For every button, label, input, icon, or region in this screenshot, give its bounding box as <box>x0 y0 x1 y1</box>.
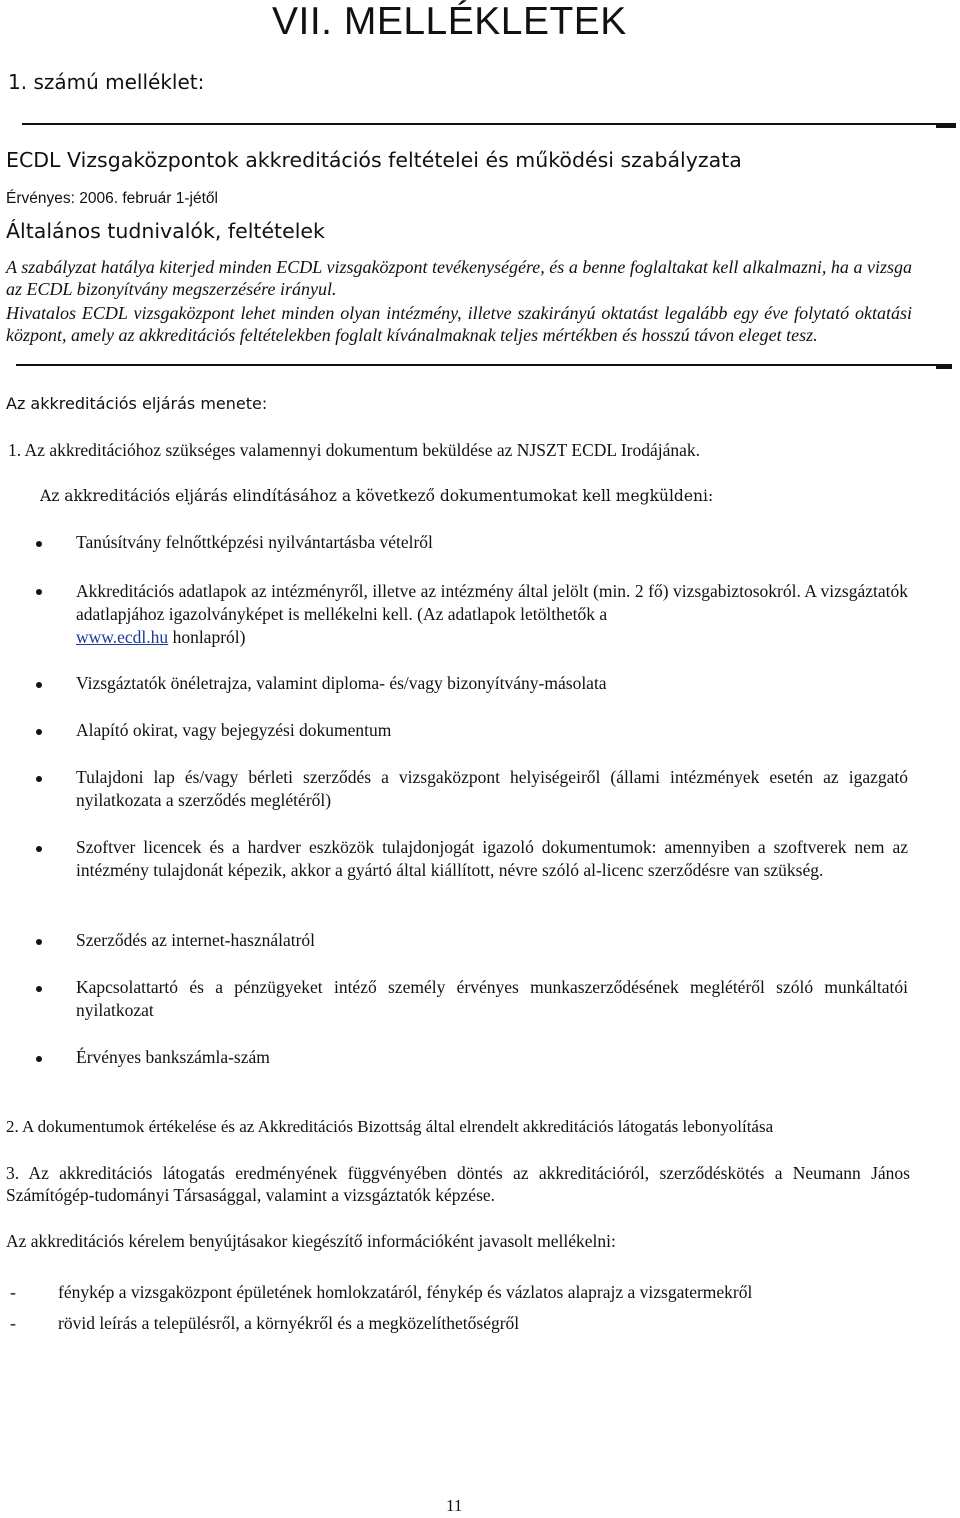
list-item: Kapcsolattartó és a pénzügyeket intéző személy érvényes munkaszerződésének meglétéről szóló munkáltatói nyilatkozat <box>76 977 908 1020</box>
attachment-intro: Az akkreditációs kérelem benyújtásakor kiegészítő információként javasolt mellékelni: <box>6 1231 616 1251</box>
divider-end <box>936 366 952 369</box>
bullet-icon <box>36 541 42 547</box>
bullet-icon <box>36 729 42 735</box>
list-item: Tanúsítvány felnőttképzési nyilvántartásba vételről <box>76 532 433 552</box>
general-heading: Általános tudnivalók, feltételek <box>6 219 325 243</box>
list-item: Vizsgáztatók önéletrajza, valamint diploma- és/vagy bizonyítvány-másolata <box>76 673 607 693</box>
list-item: fénykép a vizsgaközpont épületének homlokzatáról, fénykép és vázlatos alaprajz a vizsgatermekről <box>58 1282 753 1302</box>
ecdl-link[interactable]: www.ecdl.hu <box>76 627 169 647</box>
step-1-intro: Az akkreditációs eljárás elindításához a következő dokumentumokat kell megküldeni: <box>40 487 714 505</box>
page-number: 11 <box>446 1496 463 1515</box>
list-item: rövid leírás a településről, a környékről és a megközelíthetőségről <box>58 1313 520 1333</box>
annex-label: 1. számú melléklet: <box>8 70 205 94</box>
list-item-tail: honlapról) <box>168 627 246 647</box>
procedure-heading: Az akkreditációs eljárás menete: <box>6 394 268 413</box>
intro-paragraph-2: Hivatalos ECDL vizsgaközpont lehet minden olyan intézmény, illetve szakirányú oktatást legalább egy éve folytató oktatási központ, amely az akkreditációs feltételekben foglalt kívánalmaknak teljes mértékben és hosszú távon eleget tesz. <box>6 303 912 345</box>
bullet-icon <box>36 682 42 688</box>
list-item <box>76 580 908 649</box>
bullet-icon <box>36 846 42 852</box>
divider-end <box>936 125 956 128</box>
list-item: Szerződés az internet-használatról <box>76 930 316 950</box>
list-item: Szoftver licencek és a hardver eszközök tulajdonjogát igazoló dokumentumok: amennyiben a szoftverek nem az intézmény tulajdonát képezik, akkor a gyártó által kiállított, névre szóló al-licenc szerződésre van szükség. <box>76 837 908 880</box>
step-2: 2. A dokumentumok értékelése és az Akkreditációs Bizottság által elrendelt akkreditációs látogatás lebonyolítása <box>6 1117 774 1136</box>
bullet-icon <box>36 1056 42 1062</box>
list-item: Érvényes bankszámla-szám <box>76 1047 270 1067</box>
divider <box>16 364 952 366</box>
validity-text: Érvényes: 2006. február 1-jétől <box>6 190 218 207</box>
bullet-icon <box>36 939 42 945</box>
step-3: 3. Az akkreditációs látogatás eredményének függvényében döntés az akkreditációról, szerződéskötés a Neumann János Számítógép-tudományi Társasággal, valamint a vizsgáztatók képzése. <box>6 1163 910 1205</box>
document-heading: ECDL Vizsgaközpontok akkreditációs feltételei és működési szabályzata <box>6 148 742 172</box>
dash-icon: - <box>10 1313 16 1333</box>
bullet-icon <box>36 986 42 992</box>
intro-paragraph-1: A szabályzat hatálya kiterjed minden ECDL vizsgaközpont tevékenységére, és a benne foglaltakat kell alkalmazni, ha a vizsga az ECDL bizonyítvány megszerzésére irányul. <box>6 257 912 299</box>
list-item-text: Akkreditációs adatlapok az intézményről, illetve az intézmény által jelölt (min. 2 fő) vizsgabiztosokról. A vizsgáztatók adatlapjához igazolványképet is mellékelni kell. (Az adatlapok letölthetők a <box>76 581 908 624</box>
list-item: Tulajdoni lap és/vagy bérleti szerződés a vizsgaközpont helyiségeiről (állami intézmények esetén az igazgató nyilatkozata a szerződés meglétéről) <box>76 767 908 810</box>
dash-icon: - <box>10 1282 16 1302</box>
list-item: Alapító okirat, vagy bejegyzési dokumentum <box>76 720 392 740</box>
step-1: 1. Az akkreditációhoz szükséges valamennyi dokumentum beküldése az NJSZT ECDL Irodájának. <box>8 440 701 460</box>
divider <box>22 123 956 125</box>
bullet-icon <box>36 776 42 782</box>
bullet-icon <box>36 589 42 595</box>
page-title: VII. MELLÉKLETEK <box>272 0 627 43</box>
